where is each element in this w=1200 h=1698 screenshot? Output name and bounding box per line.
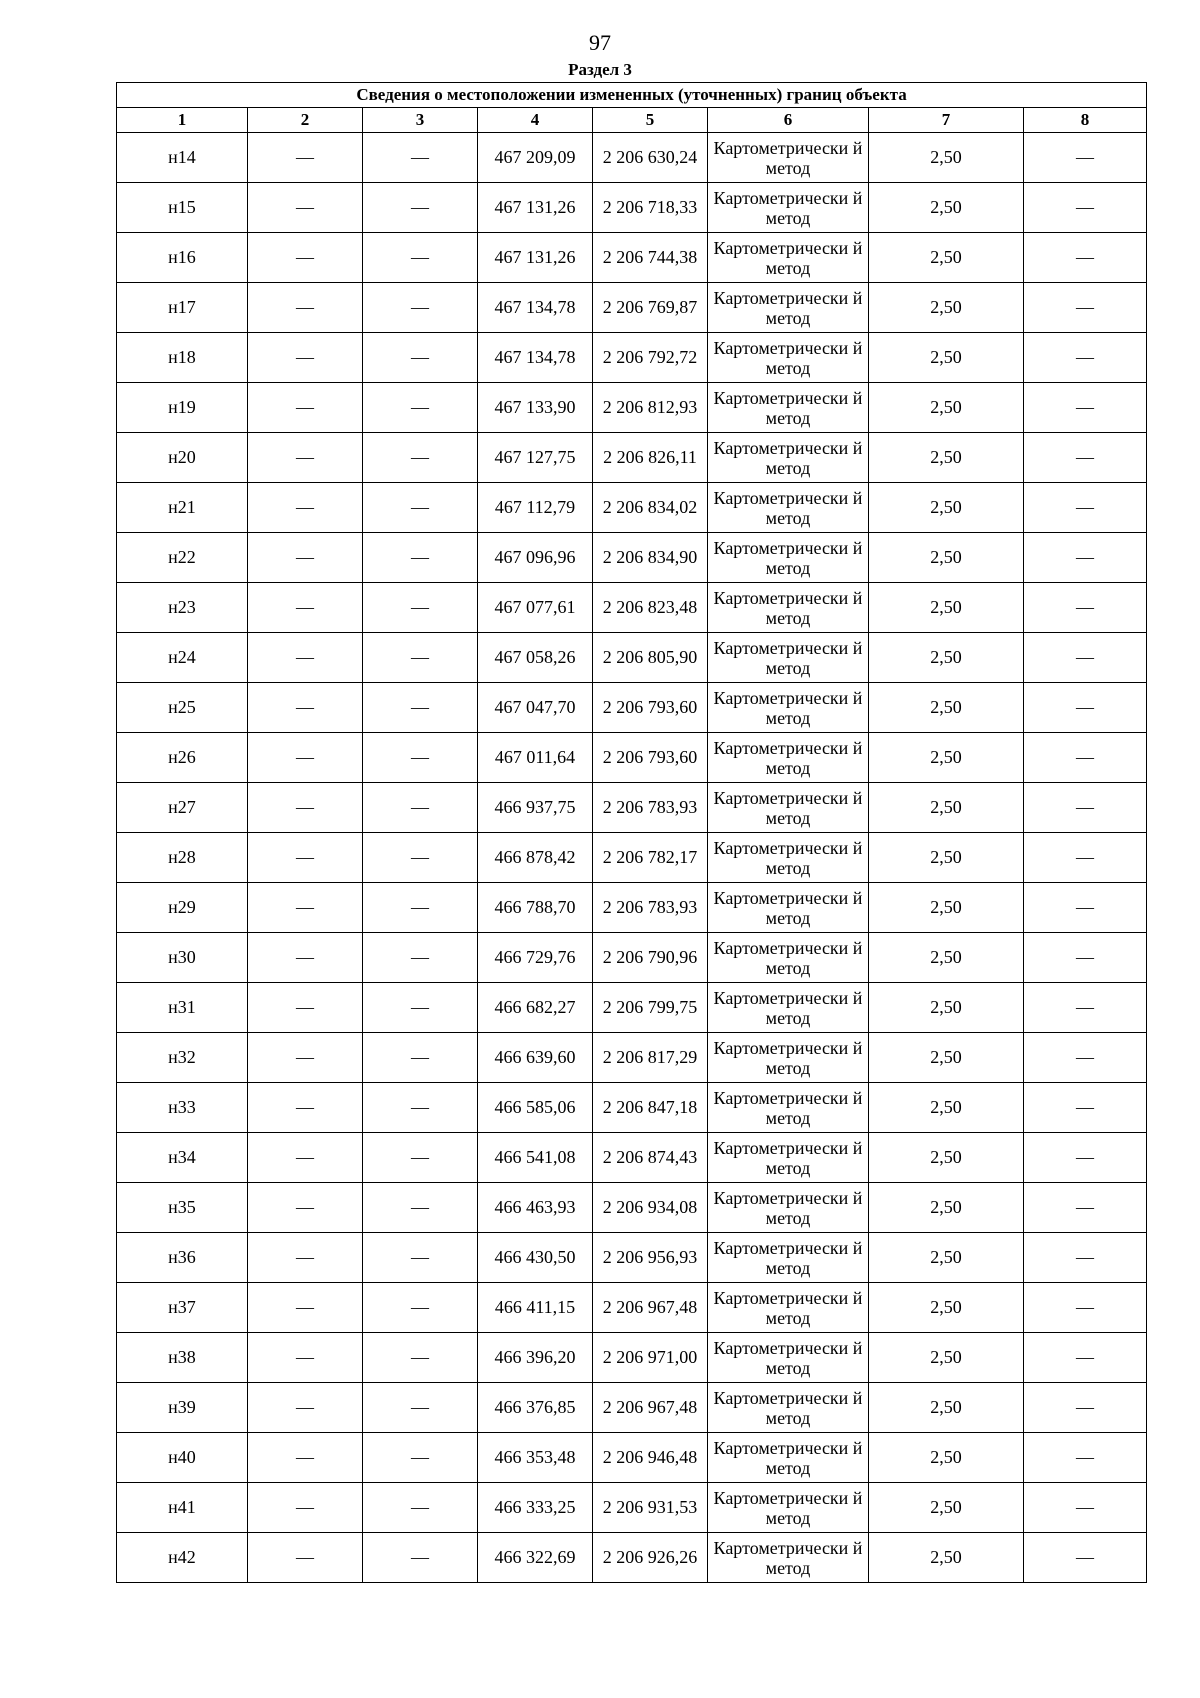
point-name-cell: н42 [117, 1533, 248, 1583]
empty-dash-cell: — [1024, 583, 1147, 633]
empty-dash-cell: — [1024, 533, 1147, 583]
empty-dash-cell: — [1024, 1483, 1147, 1533]
empty-dash-cell: — [1024, 933, 1147, 983]
table-row [117, 733, 1147, 783]
empty-dash-cell: — [248, 433, 363, 483]
table-row [117, 1083, 1147, 1133]
empty-dash-cell: — [1024, 1533, 1147, 1583]
empty-dash-cell: — [1024, 1233, 1147, 1283]
point-name-cell: н15 [117, 183, 248, 233]
page-number: 97 [589, 30, 611, 55]
method-cell: Картометрически й метод [708, 1133, 869, 1183]
method-cell: Картометрически й метод [708, 1383, 869, 1433]
method-cell: Картометрически й метод [708, 133, 869, 183]
y-coordinate-cell: 2 206 931,53 [593, 1483, 708, 1533]
point-name-cell: н41 [117, 1483, 248, 1533]
empty-dash-cell: — [363, 633, 478, 683]
empty-dash-cell: — [248, 583, 363, 633]
method-cell: Картометрически й метод [708, 383, 869, 433]
y-coordinate-cell: 2 206 799,75 [593, 983, 708, 1033]
x-coordinate-cell: 466 729,76 [478, 933, 593, 983]
x-coordinate-cell: 466 541,08 [478, 1133, 593, 1183]
column-number: 8 [1024, 108, 1147, 133]
method-cell: Картометрически й метод [708, 433, 869, 483]
point-name-cell: н38 [117, 1333, 248, 1383]
x-coordinate-cell: 466 322,69 [478, 1533, 593, 1583]
accuracy-cell: 2,50 [869, 1283, 1024, 1333]
point-name-cell: н29 [117, 883, 248, 933]
empty-dash-cell: — [1024, 1033, 1147, 1083]
empty-dash-cell: — [248, 733, 363, 783]
empty-dash-cell: — [248, 1183, 363, 1233]
method-cell: Картометрически й метод [708, 583, 869, 633]
method-cell: Картометрически й метод [708, 1033, 869, 1083]
empty-dash-cell: — [248, 1133, 363, 1183]
accuracy-cell: 2,50 [869, 433, 1024, 483]
table-row [117, 1183, 1147, 1233]
x-coordinate-cell: 466 585,06 [478, 1083, 593, 1133]
empty-dash-cell: — [248, 483, 363, 533]
table-row [117, 483, 1147, 533]
method-cell: Картометрически й метод [708, 633, 869, 683]
empty-dash-cell: — [363, 333, 478, 383]
accuracy-cell: 2,50 [869, 683, 1024, 733]
y-coordinate-cell: 2 206 826,11 [593, 433, 708, 483]
section-title: Раздел 3 [568, 60, 632, 79]
accuracy-cell: 2,50 [869, 783, 1024, 833]
accuracy-cell: 2,50 [869, 933, 1024, 983]
accuracy-cell: 2,50 [869, 133, 1024, 183]
y-coordinate-cell: 2 206 834,90 [593, 533, 708, 583]
x-coordinate-cell: 467 209,09 [478, 133, 593, 183]
method-cell: Картометрически й метод [708, 283, 869, 333]
table-body [117, 133, 1147, 1583]
empty-dash-cell: — [363, 133, 478, 183]
empty-dash-cell: — [363, 733, 478, 783]
empty-dash-cell: — [1024, 833, 1147, 883]
point-name-cell: н14 [117, 133, 248, 183]
x-coordinate-cell: 467 096,96 [478, 533, 593, 583]
x-coordinate-cell: 467 133,90 [478, 383, 593, 433]
table-row [117, 983, 1147, 1033]
y-coordinate-cell: 2 206 847,18 [593, 1083, 708, 1133]
x-coordinate-cell: 466 430,50 [478, 1233, 593, 1283]
empty-dash-cell: — [248, 1033, 363, 1083]
x-coordinate-cell: 467 011,64 [478, 733, 593, 783]
y-coordinate-cell: 2 206 630,24 [593, 133, 708, 183]
accuracy-cell: 2,50 [869, 1533, 1024, 1583]
empty-dash-cell: — [248, 283, 363, 333]
y-coordinate-cell: 2 206 817,29 [593, 1033, 708, 1083]
point-name-cell: н26 [117, 733, 248, 783]
empty-dash-cell: — [248, 1383, 363, 1433]
column-number: 3 [363, 108, 478, 133]
empty-dash-cell: — [363, 983, 478, 1033]
y-coordinate-cell: 2 206 718,33 [593, 183, 708, 233]
y-coordinate-cell: 2 206 812,93 [593, 383, 708, 433]
accuracy-cell: 2,50 [869, 333, 1024, 383]
accuracy-cell: 2,50 [869, 1333, 1024, 1383]
empty-dash-cell: — [363, 1233, 478, 1283]
accuracy-cell: 2,50 [869, 1483, 1024, 1533]
empty-dash-cell: — [1024, 333, 1147, 383]
table-row [117, 783, 1147, 833]
point-name-cell: н28 [117, 833, 248, 883]
x-coordinate-cell: 466 463,93 [478, 1183, 593, 1233]
x-coordinate-cell: 466 353,48 [478, 1433, 593, 1483]
y-coordinate-cell: 2 206 823,48 [593, 583, 708, 633]
table-row [117, 883, 1147, 933]
y-coordinate-cell: 2 206 834,02 [593, 483, 708, 533]
accuracy-cell: 2,50 [869, 1183, 1024, 1233]
accuracy-cell: 2,50 [869, 633, 1024, 683]
x-coordinate-cell: 467 047,70 [478, 683, 593, 733]
table-row [117, 233, 1147, 283]
empty-dash-cell: — [363, 283, 478, 333]
method-cell: Картометрически й метод [708, 1283, 869, 1333]
y-coordinate-cell: 2 206 926,26 [593, 1533, 708, 1583]
y-coordinate-cell: 2 206 744,38 [593, 233, 708, 283]
method-cell: Картометрически й метод [708, 533, 869, 583]
method-cell: Картометрически й метод [708, 933, 869, 983]
empty-dash-cell: — [1024, 983, 1147, 1033]
empty-dash-cell: — [1024, 733, 1147, 783]
point-name-cell: н30 [117, 933, 248, 983]
method-cell: Картометрически й метод [708, 333, 869, 383]
empty-dash-cell: — [363, 383, 478, 433]
table-row [117, 1133, 1147, 1183]
accuracy-cell: 2,50 [869, 1233, 1024, 1283]
y-coordinate-cell: 2 206 790,96 [593, 933, 708, 983]
empty-dash-cell: — [1024, 883, 1147, 933]
table-row [117, 283, 1147, 333]
point-name-cell: н36 [117, 1233, 248, 1283]
empty-dash-cell: — [248, 633, 363, 683]
point-name-cell: н33 [117, 1083, 248, 1133]
x-coordinate-cell: 466 639,60 [478, 1033, 593, 1083]
point-name-cell: н27 [117, 783, 248, 833]
table-row [117, 433, 1147, 483]
accuracy-cell: 2,50 [869, 1133, 1024, 1183]
method-cell: Картометрически й метод [708, 1183, 869, 1233]
method-cell: Картометрически й метод [708, 1483, 869, 1533]
x-coordinate-cell: 466 878,42 [478, 833, 593, 883]
accuracy-cell: 2,50 [869, 833, 1024, 883]
empty-dash-cell: — [248, 683, 363, 733]
empty-dash-cell: — [363, 1183, 478, 1233]
method-cell: Картометрически й метод [708, 233, 869, 283]
x-coordinate-cell: 467 131,26 [478, 233, 593, 283]
accuracy-cell: 2,50 [869, 983, 1024, 1033]
x-coordinate-cell: 466 788,70 [478, 883, 593, 933]
method-cell: Картометрически й метод [708, 833, 869, 883]
y-coordinate-cell: 2 206 956,93 [593, 1233, 708, 1283]
point-name-cell: н19 [117, 383, 248, 433]
column-number: 2 [248, 108, 363, 133]
point-name-cell: н31 [117, 983, 248, 1033]
x-coordinate-cell: 467 112,79 [478, 483, 593, 533]
x-coordinate-cell: 466 396,20 [478, 1333, 593, 1383]
table-row [117, 333, 1147, 383]
table-row [117, 933, 1147, 983]
method-cell: Картометрически й метод [708, 1333, 869, 1383]
method-cell: Картометрически й метод [708, 183, 869, 233]
point-name-cell: н35 [117, 1183, 248, 1233]
point-name-cell: н40 [117, 1433, 248, 1483]
column-number: 6 [708, 108, 869, 133]
column-number: 1 [117, 108, 248, 133]
empty-dash-cell: — [363, 1433, 478, 1483]
point-name-cell: н21 [117, 483, 248, 533]
accuracy-cell: 2,50 [869, 533, 1024, 583]
table-row [117, 183, 1147, 233]
empty-dash-cell: — [363, 433, 478, 483]
x-coordinate-cell: 466 937,75 [478, 783, 593, 833]
empty-dash-cell: — [1024, 183, 1147, 233]
accuracy-cell: 2,50 [869, 1433, 1024, 1483]
empty-dash-cell: — [248, 233, 363, 283]
x-coordinate-cell: 467 134,78 [478, 283, 593, 333]
empty-dash-cell: — [1024, 1333, 1147, 1383]
empty-dash-cell: — [248, 1433, 363, 1483]
empty-dash-cell: — [248, 983, 363, 1033]
point-name-cell: н37 [117, 1283, 248, 1333]
point-name-cell: н39 [117, 1383, 248, 1433]
y-coordinate-cell: 2 206 874,43 [593, 1133, 708, 1183]
accuracy-cell: 2,50 [869, 383, 1024, 433]
empty-dash-cell: — [248, 833, 363, 883]
empty-dash-cell: — [1024, 1283, 1147, 1333]
table-row [117, 1383, 1147, 1433]
point-name-cell: н23 [117, 583, 248, 633]
empty-dash-cell: — [248, 783, 363, 833]
empty-dash-cell: — [1024, 283, 1147, 333]
empty-dash-cell: — [248, 133, 363, 183]
point-name-cell: н17 [117, 283, 248, 333]
empty-dash-cell: — [363, 583, 478, 633]
y-coordinate-cell: 2 206 769,87 [593, 283, 708, 333]
coordinates-table [116, 82, 1147, 1583]
method-cell: Картометрически й метод [708, 983, 869, 1033]
x-coordinate-cell: 467 077,61 [478, 583, 593, 633]
empty-dash-cell: — [248, 1233, 363, 1283]
empty-dash-cell: — [363, 1033, 478, 1083]
empty-dash-cell: — [248, 383, 363, 433]
table-row [117, 1033, 1147, 1083]
method-cell: Картометрически й метод [708, 733, 869, 783]
method-cell: Картометрически й метод [708, 1433, 869, 1483]
table-row [117, 1333, 1147, 1383]
accuracy-cell: 2,50 [869, 183, 1024, 233]
accuracy-cell: 2,50 [869, 883, 1024, 933]
accuracy-cell: 2,50 [869, 1083, 1024, 1133]
empty-dash-cell: — [1024, 383, 1147, 433]
method-cell: Картометрически й метод [708, 783, 869, 833]
y-coordinate-cell: 2 206 792,72 [593, 333, 708, 383]
empty-dash-cell: — [363, 1483, 478, 1533]
table-row [117, 1433, 1147, 1483]
empty-dash-cell: — [363, 183, 478, 233]
y-coordinate-cell: 2 206 934,08 [593, 1183, 708, 1233]
empty-dash-cell: — [1024, 783, 1147, 833]
table-row [117, 533, 1147, 583]
table-row [117, 383, 1147, 433]
empty-dash-cell: — [1024, 1433, 1147, 1483]
point-name-cell: н24 [117, 633, 248, 683]
table-row [117, 633, 1147, 683]
accuracy-cell: 2,50 [869, 1383, 1024, 1433]
empty-dash-cell: — [1024, 1083, 1147, 1133]
table-caption: Сведения о местоположении измененных (уточненных) границ объекта [117, 83, 1147, 108]
empty-dash-cell: — [363, 1133, 478, 1183]
table-row [117, 133, 1147, 183]
point-name-cell: н34 [117, 1133, 248, 1183]
empty-dash-cell: — [248, 1483, 363, 1533]
empty-dash-cell: — [1024, 1183, 1147, 1233]
empty-dash-cell: — [363, 233, 478, 283]
y-coordinate-cell: 2 206 967,48 [593, 1283, 708, 1333]
y-coordinate-cell: 2 206 783,93 [593, 883, 708, 933]
empty-dash-cell: — [248, 1083, 363, 1133]
empty-dash-cell: — [248, 883, 363, 933]
y-coordinate-cell: 2 206 946,48 [593, 1433, 708, 1483]
empty-dash-cell: — [363, 833, 478, 883]
accuracy-cell: 2,50 [869, 733, 1024, 783]
empty-dash-cell: — [248, 183, 363, 233]
y-coordinate-cell: 2 206 782,17 [593, 833, 708, 883]
table-row [117, 1233, 1147, 1283]
table-row [117, 683, 1147, 733]
empty-dash-cell: — [363, 1083, 478, 1133]
y-coordinate-cell: 2 206 783,93 [593, 783, 708, 833]
accuracy-cell: 2,50 [869, 283, 1024, 333]
table-row [117, 1283, 1147, 1333]
x-coordinate-cell: 467 127,75 [478, 433, 593, 483]
empty-dash-cell: — [248, 1333, 363, 1383]
empty-dash-cell: — [248, 533, 363, 583]
point-name-cell: н18 [117, 333, 248, 383]
x-coordinate-cell: 466 682,27 [478, 983, 593, 1033]
point-name-cell: н32 [117, 1033, 248, 1083]
empty-dash-cell: — [248, 933, 363, 983]
x-coordinate-cell: 466 411,15 [478, 1283, 593, 1333]
empty-dash-cell: — [363, 483, 478, 533]
empty-dash-cell: — [1024, 1383, 1147, 1433]
column-number: 4 [478, 108, 593, 133]
empty-dash-cell: — [248, 1283, 363, 1333]
column-number-row [117, 108, 1147, 133]
x-coordinate-cell: 467 058,26 [478, 633, 593, 683]
accuracy-cell: 2,50 [869, 483, 1024, 533]
empty-dash-cell: — [363, 533, 478, 583]
accuracy-cell: 2,50 [869, 233, 1024, 283]
point-name-cell: н16 [117, 233, 248, 283]
empty-dash-cell: — [363, 783, 478, 833]
empty-dash-cell: — [363, 683, 478, 733]
empty-dash-cell: — [1024, 633, 1147, 683]
table-row [117, 833, 1147, 883]
accuracy-cell: 2,50 [869, 1033, 1024, 1083]
x-coordinate-cell: 467 131,26 [478, 183, 593, 233]
method-cell: Картометрически й метод [708, 1233, 869, 1283]
empty-dash-cell: — [248, 1533, 363, 1583]
method-cell: Картометрически й метод [708, 1533, 869, 1583]
empty-dash-cell: — [363, 1533, 478, 1583]
point-name-cell: н20 [117, 433, 248, 483]
method-cell: Картометрически й метод [708, 1083, 869, 1133]
y-coordinate-cell: 2 206 793,60 [593, 733, 708, 783]
empty-dash-cell: — [1024, 483, 1147, 533]
empty-dash-cell: — [363, 1383, 478, 1433]
method-cell: Картометрически й метод [708, 883, 869, 933]
empty-dash-cell: — [363, 1283, 478, 1333]
accuracy-cell: 2,50 [869, 583, 1024, 633]
y-coordinate-cell: 2 206 971,00 [593, 1333, 708, 1383]
method-cell: Картометрически й метод [708, 483, 869, 533]
point-name-cell: н25 [117, 683, 248, 733]
empty-dash-cell: — [1024, 683, 1147, 733]
empty-dash-cell: — [363, 883, 478, 933]
y-coordinate-cell: 2 206 967,48 [593, 1383, 708, 1433]
y-coordinate-cell: 2 206 793,60 [593, 683, 708, 733]
table-row [117, 583, 1147, 633]
table-row [117, 1533, 1147, 1583]
x-coordinate-cell: 466 333,25 [478, 1483, 593, 1533]
method-cell: Картометрически й метод [708, 683, 869, 733]
table-row [117, 1483, 1147, 1533]
point-name-cell: н22 [117, 533, 248, 583]
empty-dash-cell: — [1024, 133, 1147, 183]
empty-dash-cell: — [1024, 1133, 1147, 1183]
y-coordinate-cell: 2 206 805,90 [593, 633, 708, 683]
column-number: 5 [593, 108, 708, 133]
column-number: 7 [869, 108, 1024, 133]
empty-dash-cell: — [1024, 233, 1147, 283]
empty-dash-cell: — [248, 333, 363, 383]
empty-dash-cell: — [1024, 433, 1147, 483]
x-coordinate-cell: 466 376,85 [478, 1383, 593, 1433]
x-coordinate-cell: 467 134,78 [478, 333, 593, 383]
empty-dash-cell: — [363, 1333, 478, 1383]
empty-dash-cell: — [363, 933, 478, 983]
